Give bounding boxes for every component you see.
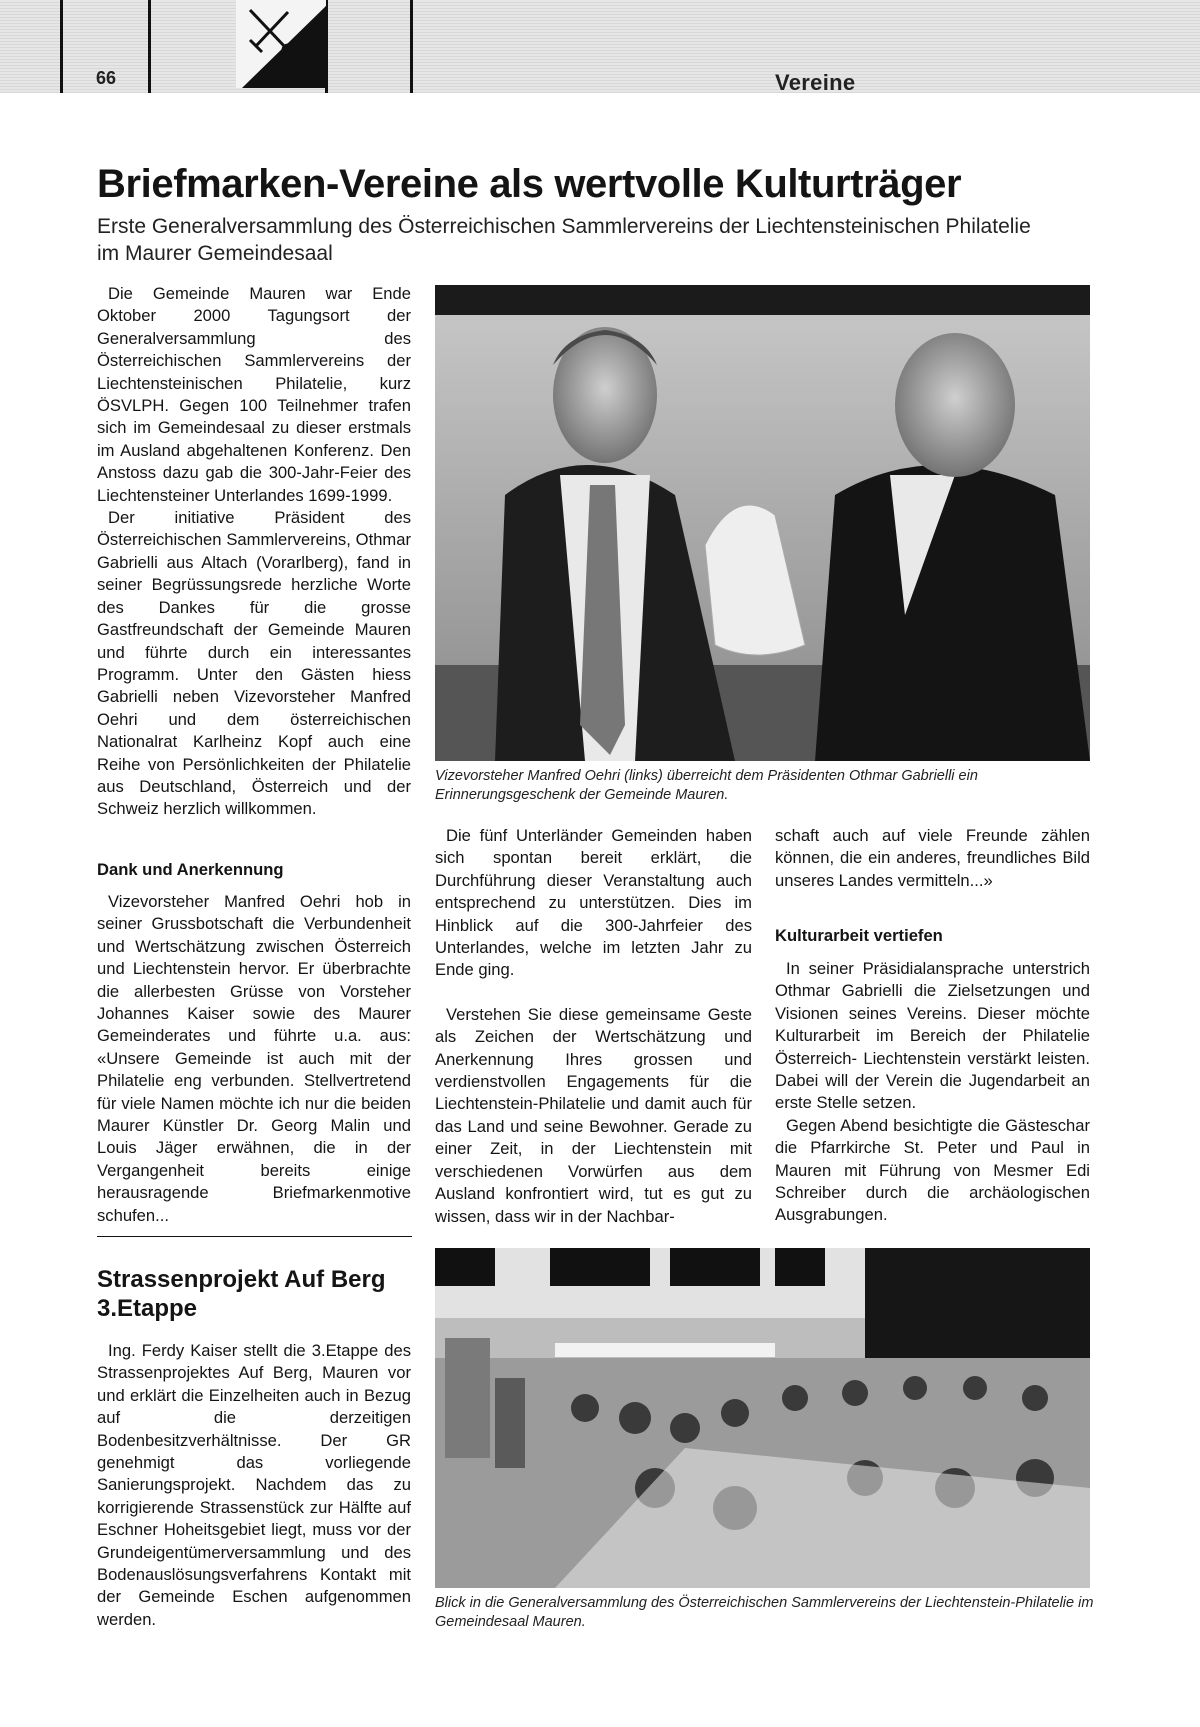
column-3-kultur-text: [775, 958, 1090, 1227]
photo-caption: Blick in die Generalversammlung des Österreichischen Sammlervereins der Liechtenstein-Philatelie im Gemeindesaal Mauren.: [435, 1595, 1094, 1630]
photo-handover: [435, 285, 1090, 761]
header-rule: [148, 0, 151, 93]
paragraph: Gegen Abend besichtigte die Gästeschar die Pfarrkirche St. Peter und Paul in Mauren mit Führung von Mesmer Edi Schreiber durch die archäologischen Ausgrabungen.: [775, 1115, 1090, 1225]
paragraph: Die Gemeinde Mauren war Ende Oktober 2000 Tagungsort der Generalversammlung des Österreichischen Sammlervereins der Liechtensteinischen Philatelie, kurz ÖSVLPH. Gegen 100 Teilnehmer trafen sich im Gemeindesaal zu dieser erstmals im Ausland abgehaltenen Konferenz. Den Anstoss dazu gab die 300-Jahr-Feier des Liechtensteiner Unterlandes 1699-1999.: [97, 284, 411, 505]
paragraph: Verstehen Sie diese gemeinsame Geste als Zeichen der Wertschätzung und Anerkennung Ihres grossen und verdienstvollen Engagements für die Liechtenstein-Philatelie und damit auch für das Land und seine Bewohner. Gerade zu einer Zeit, in der Liechtenstein mit verschiedenen Vorwürfen aus dem Ausland konfrontiert wird, tut es gut zu wissen, dass wir in der Nachbar-: [435, 1004, 752, 1226]
section-label: Vereine: [775, 70, 856, 95]
subheading-kultur: Kulturarbeit vertiefen: [775, 926, 943, 945]
paragraph: Ing. Ferdy Kaiser stellt die 3.Etappe des Strassenprojektes Auf Berg, Mauren vor und erklärt die Einzelheiten auch in Bezug auf die derzeitigen Bodenbesitzverhältnisse. Der GR genehmigt das vorliegende Sanierungsprojekt. Nachdem das zu korrigierende Strassenstück zur Hälfte auf Eschner Hoheitsgebiet liegt, muss vor der Grundeigentümerversammlung und des Bodenauslösungsverfahrens Kontakt mit der Gemeinde Eschen aufgenommen werden.: [97, 1341, 411, 1629]
coat-of-arms-icon: [236, 0, 326, 90]
header-rule: [60, 0, 63, 93]
header-rule: [410, 0, 413, 93]
section-divider: [97, 1236, 412, 1237]
paragraph: schaft auch auf viele Freunde zählen können, die ein anderes, freundliches Bild unseres Landes vermitteln...»: [775, 826, 1090, 890]
article-title: Briefmarken-Vereine als wertvolle Kulturträger: [97, 162, 962, 206]
paragraph: Die fünf Unterländer Gemeinden haben sich spontan bereit erklärt, die Durchführung dieser Veranstaltung auch entsprechend zu unterstützen. Dies im Hinblick auf die 300-Jahrfeier des Unterlandes, welche im letzten Jahr zu Ende ging.: [435, 826, 752, 980]
article2-text: [97, 1340, 411, 1631]
header-band: [0, 0, 1200, 93]
column-3-text: [775, 825, 1090, 892]
column-2-text: [435, 825, 752, 1228]
photo-assembly: [435, 1248, 1090, 1588]
subheading-dank: Dank und Anerkennung: [97, 860, 284, 879]
paragraph: Der initiative Präsident des Österreichischen Sammlervereins, Othmar Gabrielli aus Altach (Vorarlberg), fand in seiner Begrüssungsrede herzliche Worte des Dankes für die grosse Gastfreundschaft der Gemeinde Mauren und führte durch ein interessantes Programm. Unter den Gästen hiess Gabrielli neben Vizevorsteher Manfred Oehri und dem österreichischen Nationalrat Karlheinz Kopf auch eine Reihe von Persönlichkeiten der Philatelie aus Deutschland, Österreich und der Schweiz herzlich willkommen.: [97, 508, 411, 819]
article2-title: Strassenprojekt Auf Berg 3.Etappe: [97, 1266, 386, 1322]
paragraph: Vizevorsteher Manfred Oehri hob in seiner Grussbotschaft die Verbundenheit und Wertschätzung zwischen Österreich und Liechtenstein hervor. Er überbrachte die allerbesten Grüsse von Vorsteher Johannes Kaiser sowie des Maurer Gemeinderates und führte u.a. aus: «Unsere Gemeinde ist auch mit der Philatelie eng verbunden. Stellvertretend für viele Namen möchte ich nur die beiden Maurer Künstler Dr. Georg Malin und Louis Jäger erwähnen, die in der Vergangenheit bereits einige herausragende Briefmarkenmotive schufen...: [97, 892, 411, 1225]
page-number: 66: [96, 68, 117, 88]
paragraph: In seiner Präsidialansprache unterstrich Othmar Gabrielli die Zielsetzungen und Visionen seines Vereins. Dieser möchte Kulturarbeit im Bereich der Philatelie Österreich- Liechtenstein verstärkt leisten. Dabei will der Verein die Jugendarbeit an erste Stelle setzen.: [775, 959, 1090, 1113]
column-1-text: [97, 283, 411, 821]
column-1-dank-text: [97, 891, 411, 1227]
photo-caption: Vizevorsteher Manfred Oehri (links) überreicht dem Präsidenten Othmar Gabrielli ein Erinnerungsgeschenk der Gemeinde Mauren.: [435, 768, 978, 803]
article-subtitle: Erste Generalversammlung des Österreichischen Sammlervereins der Liechtensteinischen Philatelie im Maurer Gemeindesaal: [97, 215, 1031, 265]
